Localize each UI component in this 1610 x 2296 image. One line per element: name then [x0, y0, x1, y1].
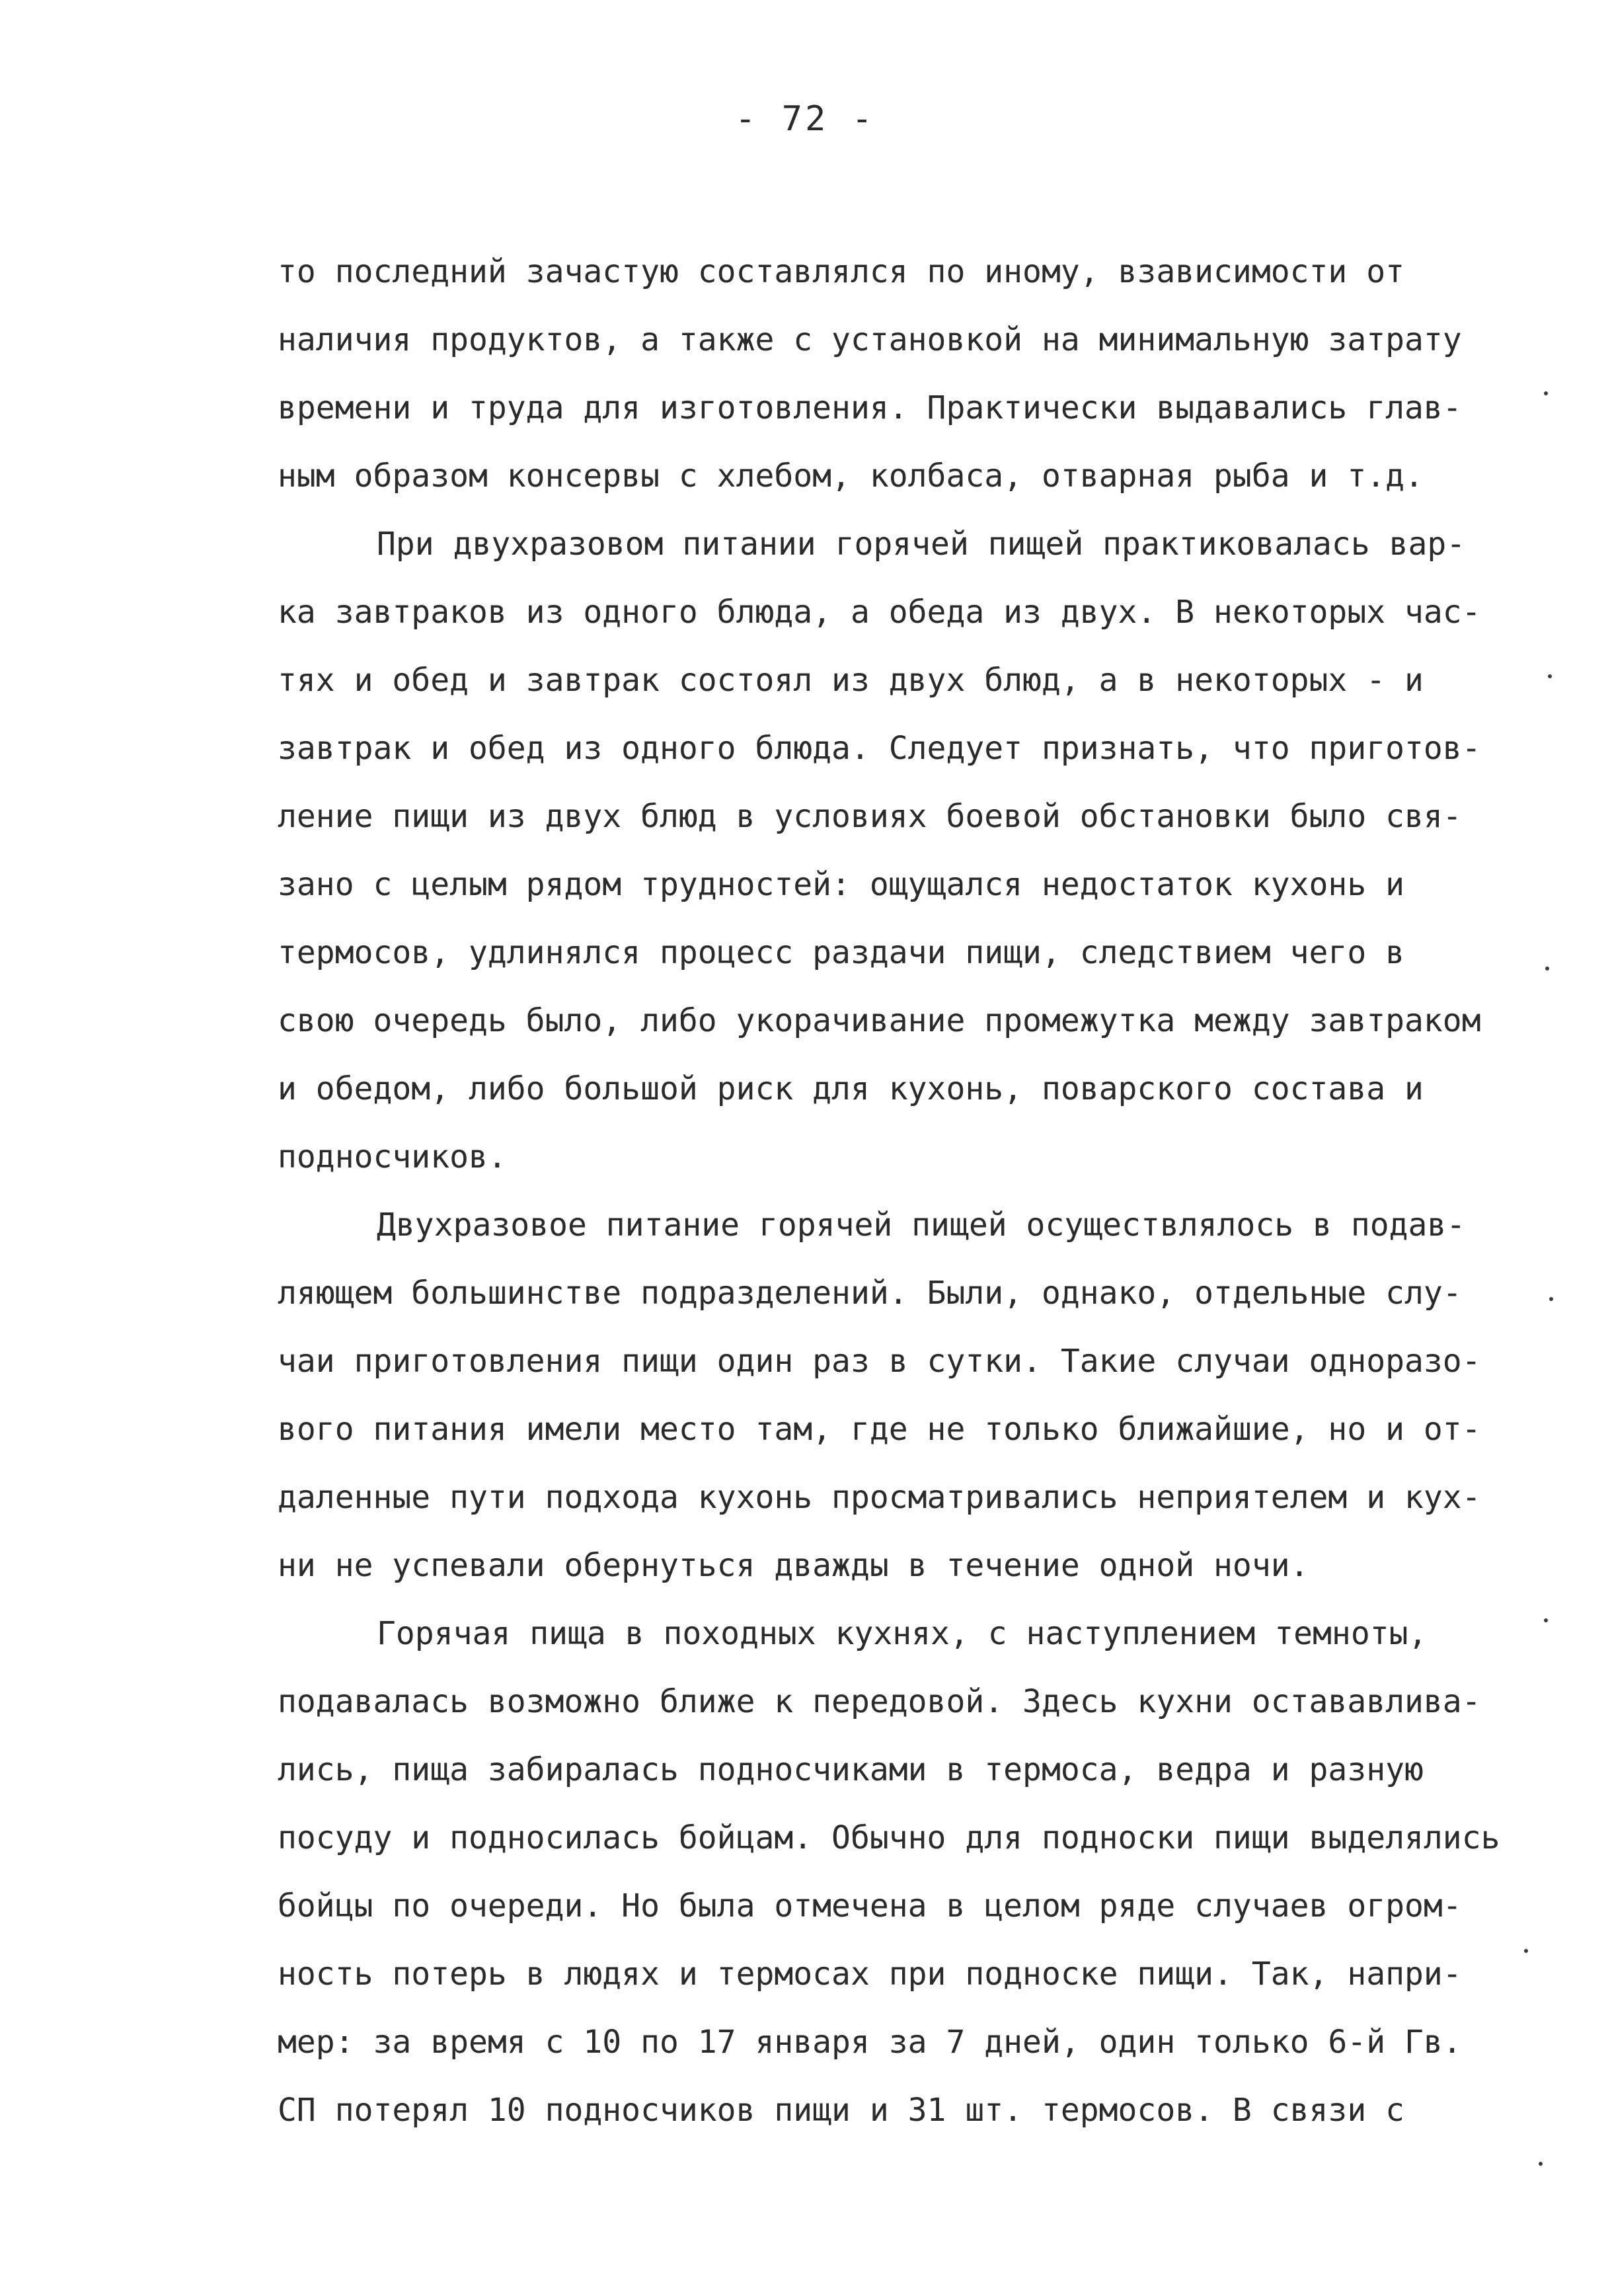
text-line: даленные пути подхода кухонь просматривались неприятелем и кух- — [278, 1479, 1481, 1516]
document-body — [278, 238, 1573, 2145]
text-line: мер: за время с 10 по 17 января за 7 дней, один только 6-й Гв. — [278, 2024, 1462, 2061]
text-line: свою очередь было, либо укорачивание промежутка между завтраком — [278, 1002, 1481, 1039]
text-line: тях и обед и завтрак состоял из двух блюд, а в некоторых - и — [278, 662, 1424, 699]
text-line: бойцы по очереди. Но была отмечена в целом ряде случаев огром- — [278, 1887, 1462, 1924]
text-line: ность потерь в людях и термосах при подноске пищи. Так, напри- — [278, 1956, 1462, 1993]
text-line: и обедом, либо большой риск для кухонь, поварского состава и — [278, 1070, 1424, 1107]
paragraph-1 — [278, 238, 1573, 510]
text-line: термосов, удлинялся процесс раздачи пищи, следствием чего в — [278, 934, 1405, 971]
text-line: ным образом консервы с хлебом, колбаса, отварная рыба и т.д. — [278, 457, 1424, 495]
page-number: - 72 - — [735, 99, 875, 139]
scan-speck — [1539, 2162, 1543, 2166]
scan-speck — [1545, 967, 1549, 970]
text-line: При двухразовом питании горячей пищей практиковалась вар- — [377, 526, 1466, 563]
text-line: ни не успевали обернуться дважды в течение одной ночи. — [278, 1547, 1309, 1584]
text-line: Горячая пища в походных кухнях, с наступлением темноты, — [377, 1615, 1428, 1652]
paragraph-3 — [278, 1191, 1573, 1600]
text-line: посуду и подносилась бойцам. Обычно для подноски пищи выделялись — [278, 1819, 1500, 1856]
paragraph-2 — [278, 510, 1573, 1191]
text-line: СП потерял 10 подносчиков пищи и 31 шт. термосов. В связи с — [278, 2092, 1405, 2129]
scan-speck — [1549, 1297, 1553, 1301]
text-line: то последний зачастую составлялся по иному, взависимости от — [278, 253, 1405, 290]
text-line: завтрак и обед из одного блюда. Следует признать, что приготов- — [278, 730, 1481, 767]
text-line: времени и труда для изготовления. Практически выдавались глав- — [278, 389, 1462, 426]
scan-speck — [1544, 391, 1548, 395]
scan-speck — [1544, 1618, 1548, 1622]
paragraph-4 — [278, 1600, 1573, 2145]
text-line: подносчиков. — [278, 1138, 507, 1175]
scan-speck — [1548, 674, 1552, 678]
text-line: лись, пища забиралась подносчиками в термоса, ведра и разную — [278, 1751, 1424, 1788]
text-line: ляющем большинстве подразделений. Были, однако, отдельные слу- — [278, 1275, 1462, 1312]
text-line: Двухразовое питание горячей пищей осуществлялось в подав- — [377, 1207, 1466, 1244]
text-line: подавалась возможно ближе к передовой. Здесь кухни остававлива- — [278, 1683, 1481, 1720]
text-line: наличия продуктов, а также с установкой на минимальную затрату — [278, 321, 1462, 358]
scan-speck — [1524, 1949, 1528, 1953]
text-line: зано с целым рядом трудностей: ощущался недостаток кухонь и — [278, 866, 1405, 903]
text-line: вого питания имели место там, где не только ближайшие, но и от- — [278, 1411, 1481, 1448]
text-line: ление пищи из двух блюд в условиях боевой обстановки было свя- — [278, 798, 1462, 835]
text-line: чаи приготовления пищи один раз в сутки. Такие случаи одноразо- — [278, 1343, 1481, 1380]
text-line: ка завтраков из одного блюда, а обеда из двух. В некоторых час- — [278, 594, 1481, 631]
